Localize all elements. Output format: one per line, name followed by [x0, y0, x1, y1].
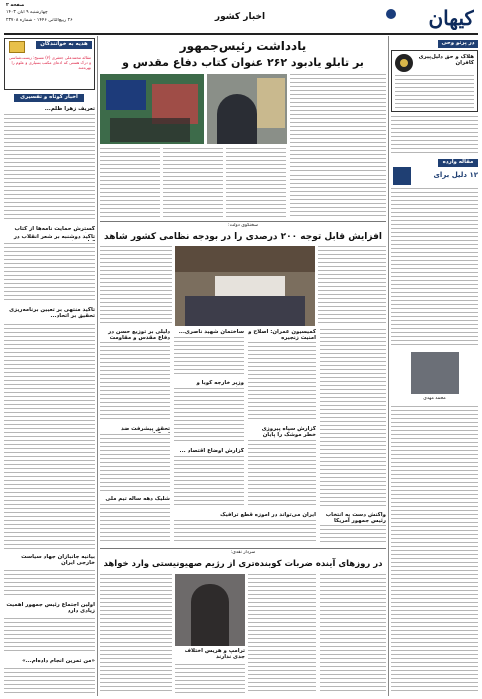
middle-headline: افزایش قابل توجه ۲۰۰ درصدی را در بودجه نظامی کشور شاهد — [104, 232, 382, 242]
left-text-6 — [4, 668, 95, 694]
lead-intro-text — [290, 74, 386, 172]
center-text-10 — [174, 520, 316, 544]
right-column — [391, 38, 478, 694]
left-item-4: تأکید منتهی بر تعیین برنامه‌ریزی تحقیق بر اتحاد... — [9, 307, 95, 320]
left-item-1: تعریف زهرا ظلم... — [44, 106, 95, 112]
masthead-rule — [4, 33, 478, 35]
center-item-8: شلیک دهه ساله تیم ملی — [105, 496, 170, 502]
left-item-2: گسترش حمایت نامه‌ها از کتاب — [14, 226, 95, 232]
left-box-title: هدیه به خوانندگان — [36, 41, 92, 49]
right-box-text — [395, 75, 474, 109]
center-item-7: گزارش سپاه پیروزی خطر موشک را پایان — [261, 426, 316, 438]
section-title: اخبار کشور — [214, 12, 266, 22]
left-box — [4, 38, 95, 90]
left-column — [4, 38, 95, 694]
right-article-1 — [391, 116, 478, 156]
center-text-7 — [174, 456, 244, 508]
left-text-1 — [4, 114, 95, 222]
right-section2-logo-icon — [393, 167, 411, 185]
center-text-8 — [248, 440, 316, 508]
center-item-3: وزیر خارجه کوبا و — [196, 380, 244, 386]
bottom-text-1 — [100, 574, 172, 694]
left-text-4 — [4, 570, 95, 598]
right-box-title: هلاک و حق دلیل‌پیری کافران — [418, 54, 474, 67]
page-number: صفحه ۲ — [6, 3, 25, 8]
lead-text-col-3 — [226, 148, 286, 218]
left-text-3 — [4, 324, 95, 550]
center-item-6: گزارش اوضاع اقتصاد ... — [179, 448, 244, 454]
masthead-logo: کیهان — [428, 6, 474, 30]
right-box — [391, 50, 478, 112]
left-text-5 — [4, 618, 95, 654]
right-section2-title: ۱۲ دلیل برای — [433, 171, 478, 179]
left-box-text: مقاله محمدعلی جعفری (۳) مسیح: زیست‌شناسی و درک هستی که ادعای مکتب بسیاری و علوم را بهره‌مند — [8, 55, 91, 71]
column-rule-right — [388, 36, 389, 696]
left-item-7: «من تمرین انجام داده‌ام...» — [22, 658, 95, 664]
lead-photo-left — [100, 74, 204, 144]
center-text-3 — [174, 388, 244, 444]
lead-headline-2: بر تابلو یادبود ۲۶۲ عنوان کتاب دفاع مقدس و — [122, 56, 364, 69]
center-item-1: دلیلی بر توزیع حسن در دفاع مقدس و مقاومت — [108, 329, 170, 341]
lead-text-col-1 — [100, 148, 160, 218]
right-article-2 — [391, 188, 478, 348]
center-item-2: ساختمان شهید ناصری... — [178, 329, 244, 335]
center-item-11: ترامپ و هریس اختلاف جدی ندارند — [184, 648, 245, 661]
center-text-9 — [100, 504, 170, 544]
center-text-5 — [320, 329, 386, 509]
lead-text-col-4 — [290, 175, 386, 218]
issue-line: ۲۶ ربیع‌الثانی ۱۴۴۶ - شماره ۲۳۷۰۸ — [6, 18, 73, 23]
center-text-11 — [320, 525, 386, 545]
lead-rule — [100, 221, 386, 222]
middle-text-left — [100, 246, 172, 326]
middle-kicker: سخنگوی دولت: — [228, 223, 258, 228]
center-text-6 — [100, 434, 170, 494]
left-item-6: اولین اجتماع رئیس جمهور اهمیت زیادی دارد — [6, 602, 95, 615]
masthead — [0, 0, 482, 34]
bottom-kicker: سردار نقدی: — [230, 550, 256, 555]
left-item-3: تأکید دوشنبه بر شعر انقلاب در — [13, 234, 95, 240]
gift-icon — [9, 41, 25, 53]
right-article-3 — [391, 406, 478, 692]
right-section2-tag: مقاله وارده — [438, 159, 478, 167]
center-item-5: تحقق پیشرفت ضد — [120, 426, 170, 432]
date-line: چهارشنبه ۹ آبان ۱۴۰۳ — [6, 10, 48, 15]
bottom-headline: در روزهای آینده ضربات کوبنده‌تری از رژیم صهیونیستی وارد خواهد — [103, 559, 383, 569]
left-tag2: اخبار کوتاه و تفسیری — [14, 94, 84, 102]
right-tag: در پرتو وحی — [438, 40, 478, 48]
right-portrait-caption: محمد مهدی — [423, 396, 446, 401]
bottom-rule — [100, 548, 386, 549]
lead-headline-1: یادداشت رئیس‌جمهور — [179, 39, 307, 53]
quran-emblem-icon — [395, 54, 413, 72]
lead-photo-right — [207, 74, 287, 144]
lead-text-col-2 — [163, 148, 223, 218]
bottom-text-3 — [248, 574, 316, 694]
center-item-9: ایران می‌تواند در آموزه قطع ترافیک — [220, 512, 316, 518]
bottom-text-2 — [175, 664, 245, 694]
center-item-10: واکنش دست به انتخاب رئیس جمهور آمریکا — [325, 512, 386, 524]
right-portrait — [411, 352, 459, 394]
bottom-photo — [175, 574, 245, 646]
middle-photo — [175, 246, 315, 326]
logo-emblem-icon — [386, 9, 396, 19]
left-item-5: بیانیه جانبازان جهاد سیاست خارجی ایران — [21, 554, 95, 567]
center-text-2 — [174, 337, 244, 377]
bottom-text-4 — [320, 574, 386, 694]
column-rule-left — [97, 36, 98, 696]
left-text-2 — [4, 243, 95, 303]
center-text-1 — [100, 342, 170, 422]
middle-text-right — [318, 246, 386, 326]
center-item-4: کمیسیون عمران: اصلاح و امنیت زنجیره — [248, 329, 316, 341]
center-text-4 — [248, 342, 316, 422]
